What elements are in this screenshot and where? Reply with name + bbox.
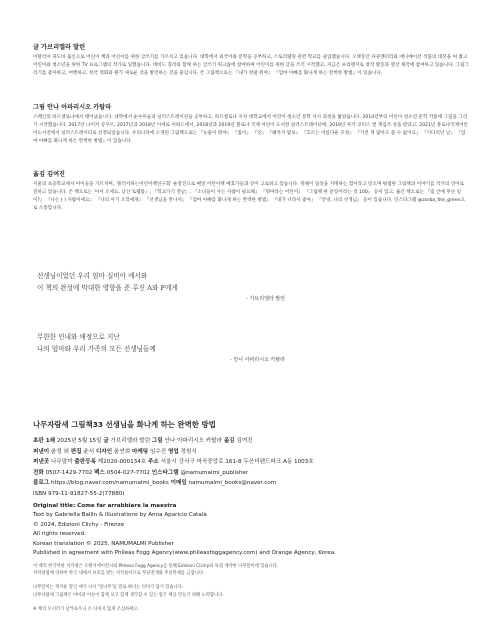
credit-value: 제2020-000134호: [96, 459, 148, 466]
credit-value: 나무말미: [49, 459, 75, 466]
dedication-signature: - 가브리엘라 발린: [246, 296, 285, 302]
credit-key: 인스타그램: [151, 469, 179, 476]
credit-value: 김여진: [234, 438, 253, 444]
credit-line-edition: [33, 436, 473, 447]
dedication-line: 무한한 인내와 애정으로 지난: [37, 333, 120, 341]
credit-key: 편집: [70, 448, 82, 455]
credit-value: 979-11-91827-55-2(77880): [46, 490, 125, 497]
credit-line-isbn: [33, 489, 473, 500]
bio-illustrator: [33, 104, 469, 146]
original-title: Original title: Come far arrabbiare la maestra: [33, 502, 177, 509]
credit-key: 그림: [151, 438, 163, 444]
credit-key: 블로그: [33, 480, 50, 487]
credit-key: 디자인: [95, 448, 113, 455]
safety-note: ※ 책의 모서리가 날카로우니 손 다치지 않게 조심하세요.: [33, 607, 139, 613]
credit-key: 퍼낸이: [33, 448, 50, 455]
colophon: [33, 419, 473, 614]
credit-key: 초판 1쇄: [33, 438, 56, 444]
credit-key: 출판등록: [74, 459, 97, 466]
publisher-note: 나무자람새 그림책은 아이와 어른이 함께 보고 함께 생각할 수 있는 좋은 책을 만들기 위해 노력합니다.: [33, 592, 224, 598]
dedication-illustrator: [37, 331, 337, 365]
bio-translator: [33, 171, 469, 213]
credit-line-web: [33, 478, 473, 489]
credit-key: ISBN: [33, 490, 47, 497]
publisher-note: 나무말미는 정겨운 말인 예가 나서 '말나무'를 말로 하다는 의미가 담겨 있습니다.: [33, 585, 184, 591]
bio-text: 서울의 초등학교에서 아이들을 가르치며, '블러서하는어린이책연구회' 운영진으로 매달 어린이책 예효가들과 같이 고로하고 있습니다. 정해이 일상을 지탱하는 힘이라고 믿으며 평범한 그림책과 이야기를 작가의 언어로 전하고 있습니다. 쓴 책으로는 '아서 오세요, 남산 토웰룸』, 『학교가기 전날』, 『소녀들이 사는 사람이 필요해』 『멍마라는 어린이』 『그림책 한 문장이라는 것 100』 등이 있고, 옮긴 책으로는 『집 안에 무슨 일이?』 『나는 ( ) 사람이에요』 『나의 아기 오리에게』 『선생님을 만나서』 『엄마 아빠를 화나게 하는 완벽한 방법』 『내가 너라서 좋아』 『안녕, 나의 선생님』 등이 있습니다. 인스타그램 @zorba_the_green으로 소통합니다.: [33, 182, 466, 211]
bio-name: 그림 안나 아파리시오 카탈라: [33, 104, 112, 111]
dedication-line: 선생님이었던 우리 엄마 실비아 에서와: [37, 272, 148, 280]
credit-value: namumalmi_books@naver.com: [186, 480, 277, 487]
credit-lines: [33, 436, 473, 500]
rights-line: Korean translation © 2025, NAMUMALMI Publisher: [33, 540, 174, 547]
bio-name: 글 가브리엘라 발린: [33, 44, 86, 51]
credit-key: 글: [103, 438, 109, 444]
dedication-line: 나의 엄마와 우리 가족의 모든 선생님들께: [37, 345, 156, 353]
credit-value: 윤정 외: [49, 448, 71, 455]
credit-value: 서울시 강서구 마곡중앙로 161-8 두산더랜드파크 A동 1003호: [158, 459, 314, 466]
credit-line-contact: [33, 468, 473, 479]
credit-value: https://blog.naver.com/namumalmi_books: [49, 480, 171, 487]
credit-value: 윤서: [81, 448, 96, 455]
credit-value: 2025년 5월 15일: [55, 438, 104, 444]
book-title: 나무자람새 그림책33 선생님을 화나게 하는 완벽한 방법: [33, 420, 216, 429]
credit-value: 안나 아파리시오 카탈라: [162, 438, 224, 444]
bio-text: 이탈리아 파도바 출신으로 어린이 책과 어린이를 위한 글쓰기를 가르치고 있습니다. 대학에서 외국어와 문학을 공부하고, 스토리텔링 관련 학교를 졸업했습니다. 오랫동안 다큐멘터리와 애니메이션 작품의 대본을 써 왔고 어린이와 청소년을 위한 TV 프로그램의 작가로 일했습니다. 데비드 칠리와 함께 하는 글쓰기 워크숍에 참여하며 어린이를 위한 글을 쓰기 시작했고, 지금은 프리랜서로 창작 활동과 영상 제작에 참여하고 있습니다. 그림그리기를 좋아하고, 여행하고, 한국 영화와 뭔가 새로운 것을 발견하는 것을 즐깁니다. 쓴 그림책으로는 『내가 정말 뭐야』 『엄마 아빠를 화나게 하는 완벽한 방법』이 있습니다.: [33, 55, 469, 76]
rights-line: All rights reserved.: [33, 531, 86, 538]
credit-value: 0507-1429-7702: [43, 469, 95, 476]
bio-text: 스페인의 바르셀로나에서 태어났습니다. 대학에서 순수미술과 일러스트레이션을 공부하고, 바르셀로나 지치 대학교에서 어린이·청소년 문학 석사 과정을 밟았습니다. 2014년부터 어린이 청소년 문학 작품에 그림을 그리기 시작했습니다. 2017년 나이커 콩쿠르, 2017년과 2018년 이에로 어워드에서, 2018년과 2019년 볼로냐 국제 어린이 도서전 일러스트레이터에, 2019년 루카 코믹스 앤 게임즈 상을 받았고, 2021년 볼로냐국제어린이도서전에서 일러스트레이터로 선정되었습니다. 우리나라에 소개된 그림책으로는 『눈물이 뭐야』 『집이』 『앗』 『왜까지 밤보』 『흐르는 아름다운 모양』 『가진 게 많아도 쓸 수 없어요』 『기다리던 날』 『엄마 아빠를 화나게 하는 완벽한 방법』이 있습니다.: [33, 115, 468, 144]
rights-line: © 2024, Edizioni Clichy - Firenze: [33, 521, 125, 528]
original-rights: [33, 502, 473, 559]
credit-value: 가브리엘라 발린: [108, 438, 152, 444]
credit-line-staff: [33, 447, 473, 458]
credit-key: 전화: [33, 469, 44, 476]
credit-value: 0504-027-7702: [104, 469, 152, 476]
credit-key: 팩스: [94, 469, 105, 476]
credit-key: 마케팅: [131, 448, 149, 455]
bio-writer: [33, 44, 469, 78]
credit-key: 주소: [148, 459, 159, 466]
rights-line: Published in agreement with Phileas Fogg Agency(www.phileasfoggagency.com) and Orange Agency, Korea.: [33, 550, 336, 557]
dedication-line: 이 책의 완성에 막대한 영향을 준 루신 A와 F에게: [37, 284, 178, 292]
copyright-note: 이 책의 한국어판 저작권은 오렌지에이전시와 Phileas Fogg Agency를 통해 Edizioni Clichy와 독점 계약한 나무말미에 있습니다.: [33, 563, 279, 569]
credit-value: 정원식: [178, 448, 197, 455]
bio-name: 옮김 김여진: [33, 171, 66, 178]
credit-key: 이메일: [170, 480, 187, 487]
dedication-writer: [37, 270, 337, 304]
credit-line-publisher: [33, 457, 473, 468]
credit-key: 퍼낸곳: [33, 459, 50, 466]
credit-value: 윤연희: [112, 448, 132, 455]
rights-line: Text by Gabriella Ballin & Illustrations by Anna Aparicio Català: [33, 512, 207, 519]
credit-value: @namumalmi_publisher: [178, 469, 249, 476]
dedication-signature: - 안나 아파리시오 카탈라: [230, 357, 285, 363]
credit-value: 임수진: [148, 448, 168, 455]
copyright-note: 저작권법에 의하여 한국 내에서 보호를 받는 저작물이므로 무단전재와 무단복제를 금합니다.: [33, 570, 205, 576]
credit-key: 영업: [167, 448, 179, 455]
credit-key: 옮김: [223, 438, 235, 444]
